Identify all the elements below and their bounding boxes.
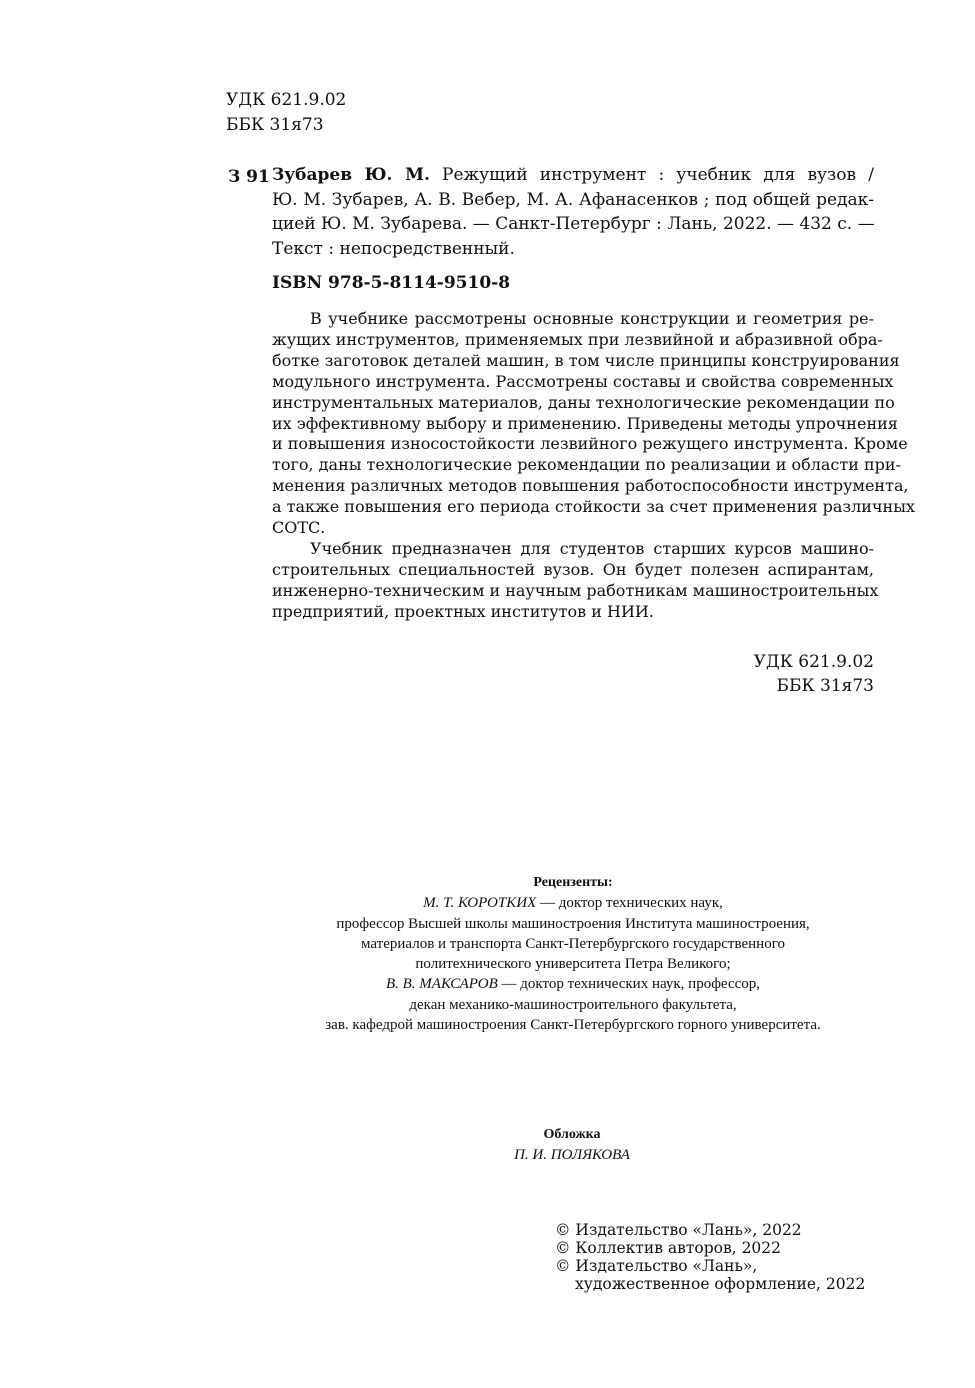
annotation-line: строительных специальностей вузов. Он будет полезен аспирантам, [272, 559, 874, 579]
annotation-line: СОТС. [272, 518, 326, 538]
annotation-line: предприятий, проектных институтов и НИИ. [272, 601, 654, 621]
bbk-code: ББК 31я73 [226, 115, 324, 135]
annotation-line: ботке заготовок деталей машин, в том числе принципы конструирования [272, 350, 900, 370]
bbk-code: ББК 31я73 [776, 676, 874, 696]
cover-designer: П. И. ПОЛЯКОВА [514, 1147, 630, 1163]
reviewer-degree: — доктор технических наук, [536, 895, 723, 912]
annotation-line: Учебник предназначен для студентов старших курсов машино- [310, 538, 874, 558]
reviewers-block [286, 873, 860, 1035]
bib-line: Текст : непосредственный. [272, 238, 515, 259]
annotation [272, 309, 915, 623]
annotation-line: менения различных методов повышения работоспособности инструмента, [272, 476, 909, 496]
copyright-line: художественное оформление, 2022 [575, 1275, 866, 1293]
annotation-line: того, даны технологические рекомендации по реализации и области при- [272, 455, 901, 475]
cover-heading: Обложка [543, 1127, 601, 1142]
udk-code: УДК 621.9.02 [753, 652, 874, 672]
annotation-line: и повышения износостойкости лезвийного режущего инструмента. Кроме [272, 434, 908, 454]
annotation-line: а также повышения его периода стойкости за счет применения различных [272, 497, 915, 517]
reviewer-2-position: декан механико-машиностроительного факультета, [409, 996, 737, 1013]
annotation-line: модульного инструмента. Рассмотрены составы и свойства современных [272, 371, 894, 391]
bibliographic-record [272, 163, 874, 261]
cover-credit [472, 1124, 672, 1166]
reviewer-degree: — доктор технических наук, профессор, [497, 976, 761, 993]
reviewer-1-position: профессор Высшей школы машиностроения Института машиностроения, [336, 915, 810, 932]
annotation-line: жущих инструментов, применяемых при лезвийной и абразивной обра- [272, 329, 883, 349]
reviewer-2 [286, 974, 860, 994]
reviewer-2-position: зав. кафедрой машиностроения Санкт-Петербургского горного университета. [325, 1017, 821, 1034]
reviewers-heading: Рецензенты: [533, 875, 613, 890]
annotation-line: В учебнике рассмотрены основные конструкции и геометрия ре- [310, 309, 874, 328]
bib-title: Режущий инструмент : учебник для вузов / [429, 165, 874, 185]
copyright-line: © Издательство «Лань», [555, 1257, 758, 1275]
author-name: Зубарев Ю. М. [272, 165, 430, 185]
reviewer-name: М. Т. КОРОТКИХ [423, 895, 537, 912]
reviewer-1-position: политехнического университета Петра Великого; [415, 956, 731, 973]
annotation-line: инженерно-техническим и научным работникам машиностроительных [272, 580, 879, 600]
copyright-block [555, 1221, 865, 1293]
copyright-line: © Издательство «Лань», 2022 [555, 1221, 802, 1239]
annotation-line: инструментальных материалов, даны технологические рекомендации по [272, 392, 895, 412]
author-sign: З 91 [228, 167, 270, 187]
reviewer-1 [286, 893, 860, 913]
bib-line: цией Ю. М. Зубарева. — Санкт-Петербург : Лань, 2022. — 432 с. — [272, 214, 875, 234]
isbn: ISBN 978-5-8114-9510-8 [272, 273, 511, 293]
udk-bbk-right [700, 650, 874, 698]
bib-line: Ю. М. Зубарев, А. В. Вебер, М. А. Афанасенков ; под общей редак- [272, 189, 874, 210]
udk-code: УДК 621.9.02 [226, 90, 347, 110]
bib-line [272, 163, 874, 188]
copyright-line: © Коллектив авторов, 2022 [555, 1239, 782, 1257]
reviewer-1-position: материалов и транспорта Санкт-Петербургского государственного [361, 935, 785, 952]
reviewer-name: В. В. МАКСАРОВ [385, 976, 498, 993]
annotation-line: их эффективному выбору и применению. Приведены методы упрочнения [272, 413, 898, 433]
udk-bbk-top [226, 88, 346, 138]
